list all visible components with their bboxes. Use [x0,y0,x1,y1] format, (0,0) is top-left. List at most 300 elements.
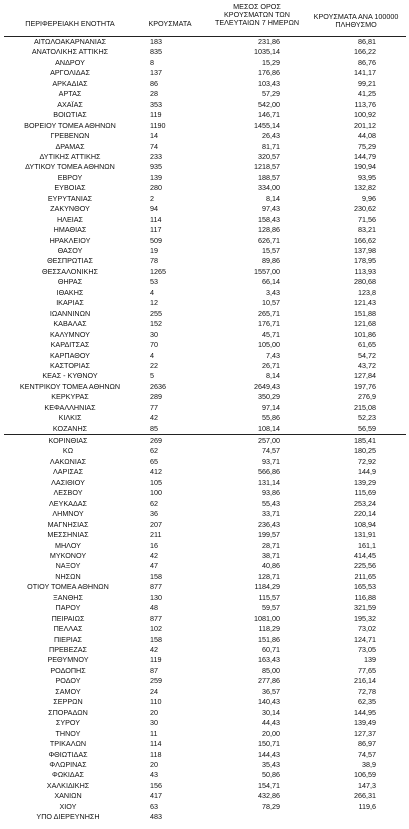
regional-unit-cell: ΘΕΣΣΑΛΟΝΙΚΗΣ [42,266,98,276]
cases-cell: 11 [150,728,158,738]
avg-7day-cell: 15,57 [262,246,280,255]
cases-cell: 877 [150,613,162,623]
per-100k-cell: 86,76 [358,57,376,67]
table-row [0,100,409,109]
avg-7day-cell: 38,71 [262,550,280,560]
cases-cell: 42 [150,413,158,423]
regional-unit-cell: ΙΩΑΝΝΙΝΩΝ [49,308,91,318]
per-100k-cell: 144,9 [358,467,376,477]
cases-cell: 119 [150,655,162,665]
cases-cell: 105 [150,477,162,487]
regional-unit-cell: ΣΥΡΟΥ [55,718,81,728]
cases-cell: 835 [150,47,162,57]
regional-unit-cell: ΚΑΣΤΟΡΙΑΣ [50,360,90,370]
per-100k-cell: 74,57 [358,749,376,759]
per-100k-cell: 127,37 [354,728,376,738]
avg-7day-cell: 93,86 [262,488,280,498]
header-7day-average: ΜΕΣΟΣ ΟΡΟΣ ΚΡΟΥΣΜΑΤΩΝ ΤΩΝ ΤΕΛΕΥΤΑΙΩΝ 7 ΗΜΕΡΩΝ [214,2,300,27]
regional-unit-cell: ΚΟΖΑΝΗΣ [52,423,88,433]
table-row [0,478,409,487]
per-100k-cell: 139,49 [354,718,376,728]
table-row [0,572,409,581]
per-100k-cell: 280,68 [354,277,376,287]
table-row [0,288,409,297]
cases-cell: 100 [150,488,162,498]
table-row [0,162,409,171]
regional-unit-cell: ΜΗΛΟΥ [55,540,81,550]
per-100k-cell: 52,23 [358,413,376,423]
per-100k-cell: 139,29 [354,477,376,487]
avg-7day-cell: 350,29 [258,392,280,402]
table-row [0,687,409,696]
table-row [0,708,409,717]
regional-unit-cell: ΔΡΑΜΑΣ [55,141,85,151]
regional-unit-cell: ΛΕΣΒΟΥ [53,488,83,498]
regional-unit-cell: ΟΤΙΟΥ ΤΟΜΕΑ ΑΘΗΝΩΝ [27,582,109,592]
table-row [0,541,409,550]
cases-cell: 87 [150,665,158,675]
regional-unit-cell: ΙΘΑΚΗΣ [56,287,84,297]
regional-unit-cell: ΧΙΟΥ [59,801,77,811]
table-row [0,624,409,633]
per-100k-cell: 44,08 [358,131,376,141]
cases-cell: 114 [150,214,162,224]
cases-cell: 70 [150,340,158,350]
regional-unit-cell: ΑΙΤΩΛΟΑΚΑΡΝΑΝΙΑΣ [33,37,107,46]
table-row [0,750,409,759]
avg-7day-cell: 163,43 [258,655,280,665]
per-100k-cell: 86,81 [358,37,376,46]
avg-7day-cell: 28,71 [262,540,280,550]
regional-unit-cell: ΠΕΙΡΑΙΩΣ [51,613,85,623]
avg-7day-cell: 199,57 [258,530,280,540]
regional-unit-cell: ΣΠΟΡΑΔΩΝ [48,707,88,717]
regional-unit-cell: ΧΑΛΚΙΔΙΚΗΣ [46,780,90,790]
avg-7day-cell: 97,43 [262,204,280,214]
table-row [0,173,409,182]
avg-7day-cell: 1218,57 [254,162,280,172]
table-row [0,791,409,800]
regional-unit-cell: ΘΕΣΠΡΩΤΙΑΣ [47,256,93,266]
table-row [0,267,409,276]
avg-7day-cell: 33,71 [262,509,280,519]
table-row [0,110,409,119]
cases-cell: 152 [150,319,162,329]
avg-7day-cell: 158,43 [258,214,280,224]
per-100k-cell: 253,24 [354,498,376,508]
table-row [0,319,409,328]
regional-unit-cell: ΣΑΜΟΥ [55,686,81,696]
table-row [0,89,409,98]
cases-cell: 62 [150,498,158,508]
cases-cell: 5 [150,371,154,381]
avg-7day-cell: 40,86 [262,561,280,571]
cases-cell: 22 [150,360,158,370]
avg-7day-cell: 15,29 [262,57,280,67]
table-row [0,729,409,738]
per-100k-cell: 86,97 [358,739,376,749]
per-100k-cell: 54,72 [358,350,376,360]
avg-7day-cell: 2649,43 [254,381,280,391]
regional-unit-cell: ΑΡΤΑΣ [58,89,82,99]
per-100k-cell: 230,62 [354,204,376,214]
table-row [0,413,409,422]
avg-7day-cell: 188,57 [258,172,280,182]
avg-7day-cell: 176,86 [258,68,280,78]
per-100k-cell: 115,69 [354,488,376,498]
table-row [0,488,409,497]
per-100k-cell: 127,84 [354,371,376,381]
cases-cell: 94 [150,204,158,214]
per-100k-cell: 56,59 [358,423,376,433]
cases-cell: 62 [150,446,158,456]
avg-7day-cell: 55,86 [262,413,280,423]
table-row [0,760,409,769]
table-row [0,551,409,560]
regional-unit-cell: ΒΟΡΕΙΟΥ ΤΟΜΕΑ ΑΘΗΝΩΝ [24,120,116,130]
table-row [0,204,409,213]
cases-cell: 2636 [150,381,166,391]
table-row [0,309,409,318]
cases-cell: 1265 [150,266,166,276]
cases-cell: 12 [150,298,158,308]
per-100k-cell: 211,65 [354,571,376,581]
regional-unit-cell: ΚΟΡΙΝΘΙΑΣ [48,436,88,445]
regional-unit-cell: ΕΥΡΥΤΑΝΙΑΣ [47,193,93,203]
regional-unit-cell: ΛΑΣΙΘΙΟΥ [51,477,85,487]
avg-7day-cell: 85,00 [262,665,280,675]
cases-cell: 28 [150,89,158,99]
per-100k-cell: 116,88 [354,592,376,602]
avg-7day-cell: 626,71 [258,235,280,245]
table-row [0,298,409,307]
cases-cell: 417 [150,791,162,801]
regional-unit-cell: ΚΕΝΤΡΙΚΟΥ ΤΟΜΕΑ ΑΘΗΝΩΝ [19,381,121,391]
avg-7day-cell: 10,57 [262,298,280,308]
table-row [0,236,409,245]
avg-7day-cell: 1035,14 [254,47,280,57]
per-100k-cell: 72,92 [358,456,376,466]
avg-7day-cell: 1455,14 [254,120,280,130]
table-row [0,802,409,811]
regional-unit-cell: ΦΛΩΡΙΝΑΣ [49,759,87,769]
per-100k-cell: 72,78 [358,686,376,696]
cases-cell: 280 [150,183,162,193]
table-row [0,614,409,623]
cases-cell: 4 [150,287,154,297]
table-row [0,655,409,664]
avg-7day-cell: 108,14 [258,423,280,433]
header-cases-per-100k: ΚΡΟΥΣΜΑΤΑ ΑΝΑ 100000 ΠΛΗΘΥΣΜΟ [313,12,399,29]
avg-7day-cell: 36,57 [262,686,280,696]
regional-unit-cell: ΠΑΡΟΥ [55,603,81,613]
table-row [0,152,409,161]
avg-7day-cell: 150,71 [258,739,280,749]
avg-7day-cell: 1557,00 [254,266,280,276]
per-100k-cell: 43,72 [358,360,376,370]
cases-cell: 110 [150,697,162,707]
cases-cell: 86 [150,78,158,88]
regional-unit-cell: ΑΧΑΪΑΣ [57,99,83,109]
cases-cell: 269 [150,436,162,445]
regional-unit-cell: ΛΑΚΩΝΙΑΣ [49,456,87,466]
per-100k-cell: 131,91 [354,530,376,540]
avg-7day-cell: 128,71 [258,571,280,581]
per-100k-cell: 321,59 [354,603,376,613]
avg-7day-cell: 50,86 [262,770,280,780]
table-row [0,467,409,476]
table-row [0,676,409,685]
regional-unit-cell: ΞΑΝΘΗΣ [53,592,83,602]
table-row [0,436,409,445]
regional-unit-cell: ΙΚΑΡΙΑΣ [56,298,84,308]
table-row [0,582,409,591]
regional-unit-cell: ΚΕΡΚΥΡΑΣ [51,392,89,402]
table-row [0,781,409,790]
per-100k-cell: 71,56 [358,214,376,224]
per-100k-cell: 266,31 [354,791,376,801]
per-100k-cell: 38,9 [362,759,376,769]
table-row [0,225,409,234]
avg-7day-cell: 334,00 [258,183,280,193]
table-row [0,666,409,675]
table-row [0,382,409,391]
per-100k-cell: 190,94 [354,162,376,172]
cases-cell: 119 [150,110,162,120]
avg-7day-cell: 97,14 [262,402,280,412]
table-row [0,246,409,255]
regional-unit-cell: ΡΟΔΟΠΗΣ [50,665,86,675]
cases-cell: 211 [150,530,162,540]
avg-7day-cell: 26,43 [262,131,280,141]
per-100k-cell: 77,65 [358,665,376,675]
cases-cell: 30 [150,718,158,728]
table-row [0,142,409,151]
avg-7day-cell: 432,86 [258,791,280,801]
per-100k-cell: 225,56 [354,561,376,571]
regional-unit-cell: ΗΡΑΚΛΕΙΟΥ [49,235,91,245]
header-regional-unit: ΠΕΡΙΦΕΡΕΙΑΚΗ ΕΝΟΤΗΤΑ [25,19,115,28]
regional-unit-cell: ΗΛΕΙΑΣ [56,214,84,224]
regional-unit-cell: ΦΘΙΩΤΙΔΑΣ [48,749,88,759]
cases-cell: 20 [150,707,158,717]
per-100k-cell: 147,3 [358,780,376,790]
regional-unit-cell: ΠΕΛΛΑΣ [53,624,83,634]
regional-unit-cell: ΛΗΜΝΟΥ [52,509,84,519]
cases-cell: 289 [150,392,162,402]
per-100k-cell: 106,59 [354,770,376,780]
regional-unit-cell: ΠΡΕΒΕΖΑΣ [49,645,87,654]
cases-cell: 935 [150,162,162,172]
regional-unit-cell: ΚΑΛΥΜΝΟΥ [50,329,90,339]
cases-cell: 78 [150,256,158,266]
cases-cell: 42 [150,550,158,560]
cases-cell: 207 [150,519,162,529]
cases-cell: 43 [150,770,158,780]
per-100k-cell: 216,14 [354,676,376,686]
per-100k-cell: 41,25 [358,89,376,99]
avg-7day-cell: 118,29 [258,624,280,634]
per-100k-cell: 132,82 [354,183,376,193]
avg-7day-cell: 81,71 [262,141,280,151]
regional-unit-cell: ΝΑΞΟΥ [55,561,81,571]
avg-7day-cell: 542,00 [258,99,280,109]
table-row [0,131,409,140]
cases-cell: 130 [150,592,162,602]
per-100k-cell: 73,05 [358,645,376,654]
cases-cell: 47 [150,561,158,571]
regional-unit-cell: ΑΡΓΟΛΙΔΑΣ [50,68,90,78]
regional-unit-cell: ΕΒΡΟΥ [57,172,83,182]
per-100k-cell: 61,65 [358,340,376,350]
regional-unit-cell: ΜΑΓΝΗΣΙΑΣ [47,519,89,529]
per-100k-cell: 141,17 [354,68,376,78]
table-row [0,340,409,349]
table-row [0,812,409,821]
avg-7day-cell: 151,86 [258,634,280,644]
cases-cell: 2 [150,193,154,203]
per-100k-cell: 9,96 [362,193,376,203]
regional-unit-cell: ΛΑΡΙΣΑΣ [52,467,84,477]
table-row [0,68,409,77]
per-100k-cell: 73,02 [358,624,376,634]
table-row [0,446,409,455]
avg-7day-cell: 78,29 [262,801,280,811]
per-100k-cell: 139 [364,655,376,665]
cases-cell: 53 [150,277,158,287]
per-100k-cell: 178,95 [354,256,376,266]
regional-unit-cell: ΚΩ [62,446,74,456]
per-100k-cell: 215,08 [354,402,376,412]
regional-unit-cell: ΗΜΑΘΙΑΣ [53,225,87,235]
regional-unit-cell: ΡΟΔΟΥ [55,676,81,686]
per-100k-cell: 161,1 [358,540,376,550]
avg-7day-cell: 44,43 [262,718,280,728]
regional-unit-cell: ΣΕΡΡΩΝ [53,697,83,707]
table-row [0,121,409,130]
table-row [0,351,409,360]
per-100k-cell: 119,6 [358,801,376,811]
regional-unit-cell: ΑΝΑΤΟΛΙΚΗΣ ΑΤΤΙΚΗΣ [31,47,109,57]
avg-7day-cell: 8,14 [266,193,280,203]
avg-7day-cell: 566,86 [258,467,280,477]
cases-cell: 412 [150,467,162,477]
cases-cell: 353 [150,99,162,109]
avg-7day-cell: 257,00 [258,436,280,445]
avg-7day-cell: 277,86 [258,676,280,686]
avg-7day-cell: 45,71 [262,329,280,339]
avg-7day-cell: 128,86 [258,225,280,235]
per-100k-cell: 180,25 [354,446,376,456]
regional-unit-cell: ΤΗΝΟΥ [55,728,81,738]
regional-unit-cell: ΦΩΚΙΔΑΣ [52,770,84,780]
per-100k-cell: 75,29 [358,141,376,151]
table-row [0,277,409,286]
cases-cell: 19 [150,246,158,255]
table-row [0,330,409,339]
regional-unit-cell: ΜΕΣΣΗΝΙΑΣ [47,530,89,540]
regional-unit-cell: ΓΡΕΒΕΝΩΝ [50,131,90,141]
regional-unit-cell: ΕΥΒΟΙΑΣ [54,183,86,193]
regional-unit-cell: ΑΝΔΡΟΥ [55,57,85,67]
avg-7day-cell: 35,43 [262,759,280,769]
table-row [0,183,409,192]
avg-7day-cell: 236,43 [258,519,280,529]
per-100k-cell: 220,14 [354,509,376,519]
regional-unit-cell: ΚΑΒΑΛΑΣ [53,319,87,329]
cases-cell: 158 [150,634,162,644]
cases-cell: 85 [150,423,158,433]
avg-7day-cell: 1184,29 [254,582,280,592]
regional-unit-cell: ΤΡΙΚΑΛΩΝ [49,739,87,749]
cases-cell: 877 [150,582,162,592]
regional-unit-cell: ΥΠΟ ΔΙΕΡΕΥΝΗΣΗ [36,812,100,822]
cases-cell: 118 [150,749,162,759]
per-100k-cell: 144,79 [354,151,376,161]
per-100k-cell: 137,98 [354,246,376,255]
regional-unit-cell: ΠΙΕΡΙΑΣ [53,634,82,644]
regional-unit-cell: ΖΑΚΥΝΘΟΥ [50,204,90,214]
per-100k-cell: 101,86 [354,329,376,339]
avg-7day-cell: 93,71 [262,456,280,466]
table-row [0,215,409,224]
avg-7day-cell: 3,43 [266,287,280,297]
table-row [0,593,409,602]
avg-7day-cell: 144,43 [258,749,280,759]
table-row [0,424,409,433]
cases-cell: 183 [150,37,162,46]
cases-cell: 8 [150,57,154,67]
table-row [0,770,409,779]
table-row [0,256,409,265]
cases-cell: 483 [150,812,162,822]
per-100k-cell: 414,45 [354,550,376,560]
table-row [0,530,409,539]
per-100k-cell: 166,62 [354,235,376,245]
header-cases: ΚΡΟΥΣΜΑΤΑ [148,19,192,28]
regional-unit-cell: ΚΑΡΠΑΘΟΥ [50,350,90,360]
per-100k-cell: 185,41 [354,436,376,445]
cases-cell: 233 [150,151,162,161]
regional-unit-cell: ΜΥΚΟΝΟΥ [49,550,87,560]
cases-cell: 137 [150,68,162,78]
avg-7day-cell: 74,57 [262,446,280,456]
avg-7day-cell: 140,43 [258,697,280,707]
avg-7day-cell: 105,00 [258,340,280,350]
avg-7day-cell: 1081,00 [254,613,280,623]
avg-7day-cell: 89,86 [262,256,280,266]
avg-7day-cell: 115,57 [258,592,280,602]
regional-unit-cell: ΚΙΛΚΙΣ [58,413,82,423]
table-row [0,392,409,401]
cases-cell: 65 [150,456,158,466]
table-row [0,37,409,46]
per-100k-cell: 151,88 [354,308,376,318]
table-row [0,47,409,56]
regional-unit-cell: ΔΥΤΙΚΗΣ ΑΤΤΙΚΗΣ [39,151,101,161]
per-100k-cell: 121,43 [354,298,376,308]
cases-cell: 63 [150,801,158,811]
table-row [0,58,409,67]
cases-cell: 48 [150,603,158,613]
avg-7day-cell: 146,71 [258,110,280,120]
table-row [0,603,409,612]
avg-7day-cell: 103,43 [258,78,280,88]
cases-cell: 1190 [150,120,166,130]
regional-unit-cell: ΚΕΦΑΛΛΗΝΙΑΣ [44,402,96,412]
per-100k-cell: 165,53 [354,582,376,592]
per-100k-cell: 201,12 [354,120,376,130]
